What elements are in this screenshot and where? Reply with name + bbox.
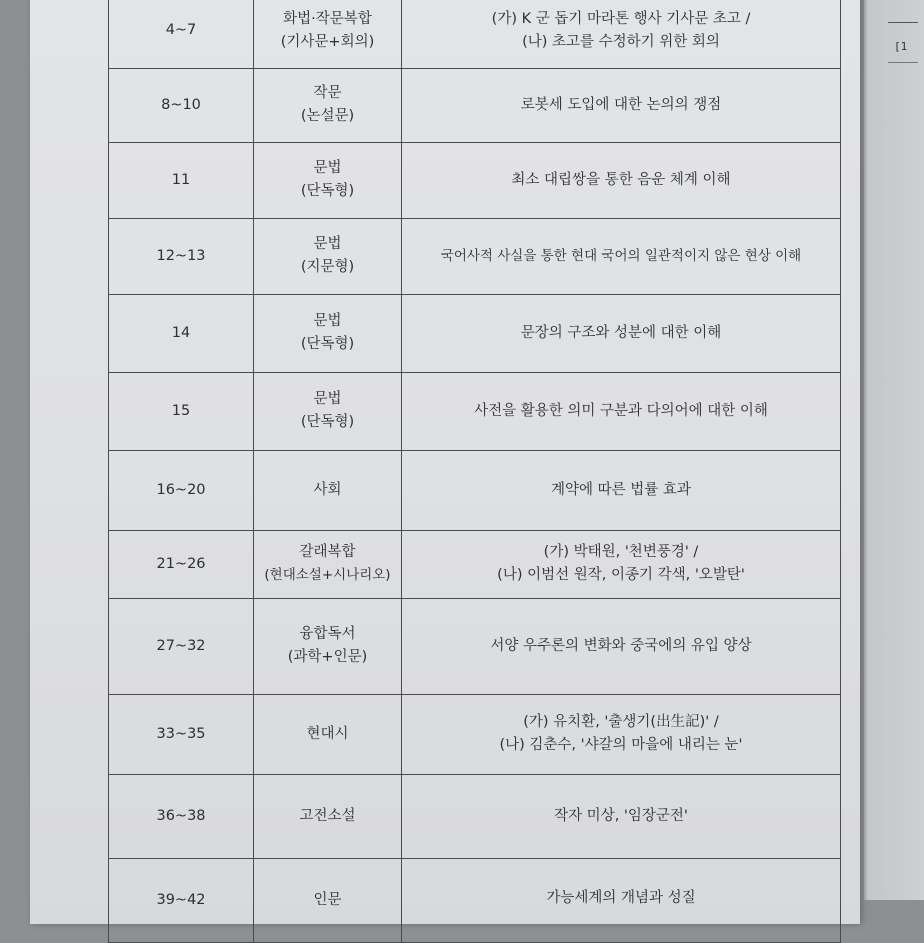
page-rule-line [888,62,918,63]
question-type: 사회 [254,450,402,530]
adjacent-page-edge [864,0,924,900]
table-row [109,68,841,142]
question-number: 4~7 [109,0,254,68]
question-number: 39~42 [109,858,254,942]
question-number: 33~35 [109,694,254,774]
table-row [109,450,841,530]
question-number: 11 [109,142,254,218]
question-type: 문법 (단독형) [254,294,402,372]
question-type: 고전소설 [254,774,402,858]
question-number: 36~38 [109,774,254,858]
table-row [109,142,841,218]
question-number: 15 [109,372,254,450]
question-content: (가) 박태원, '천변풍경' / (나) 이범선 원작, 이종기 각색, '오발탄' [402,530,841,598]
question-content: 계약에 따른 법률 효과 [402,450,841,530]
question-number: 16~20 [109,450,254,530]
question-type: 갈래복합 (현대소설+시나리오) [254,530,402,598]
question-type: 현대시 [254,694,402,774]
question-type: 작문 (논설문) [254,68,402,142]
question-content: 문장의 구조와 성분에 대한 이해 [402,294,841,372]
question-content: 최소 대립쌍을 통한 음운 체계 이해 [402,142,841,218]
question-number: 27~32 [109,598,254,694]
page-rule-line [888,22,918,23]
question-content: 가능세계의 개념과 성질 [402,858,841,942]
question-content: 국어사적 사실을 통한 현대 국어의 일관적이지 않은 현상 이해 [402,218,841,294]
table-row [109,694,841,774]
question-number: 8~10 [109,68,254,142]
question-content: 로봇세 도입에 대한 논의의 쟁점 [402,68,841,142]
question-type: 인문 [254,858,402,942]
table-row [109,598,841,694]
question-number: 12~13 [109,218,254,294]
table-row [109,294,841,372]
table-row [109,774,841,858]
table-row [109,218,841,294]
question-type: 융합독서 (과학+인문) [254,598,402,694]
question-type: 문법 (지문형) [254,218,402,294]
table-row [109,530,841,598]
question-type: 화법·작문복합 (기사문+회의) [254,0,402,68]
question-type: 문법 (단독형) [254,372,402,450]
question-type: 문법 (단독형) [254,142,402,218]
question-number: 14 [109,294,254,372]
table-row [109,858,841,942]
question-content: 서양 우주론의 변화와 중국에의 유입 양상 [402,598,841,694]
question-content: 작자 미상, '임장군전' [402,774,841,858]
adjacent-page-mark: [1 [894,40,908,53]
question-number: 21~26 [109,530,254,598]
question-content: (가) K 군 돕기 마라톤 행사 기사문 초고 / (나) 초고를 수정하기 위한 회의 [402,0,841,68]
book-page [30,0,860,924]
table-row [109,372,841,450]
exam-content-table [108,0,841,943]
question-content: (가) 유치환, '출생기(出生記)' / (나) 김춘수, '샤갈의 마을에 내리는 눈' [402,694,841,774]
table-row [109,0,841,68]
question-content: 사전을 활용한 의미 구분과 다의어에 대한 이해 [402,372,841,450]
